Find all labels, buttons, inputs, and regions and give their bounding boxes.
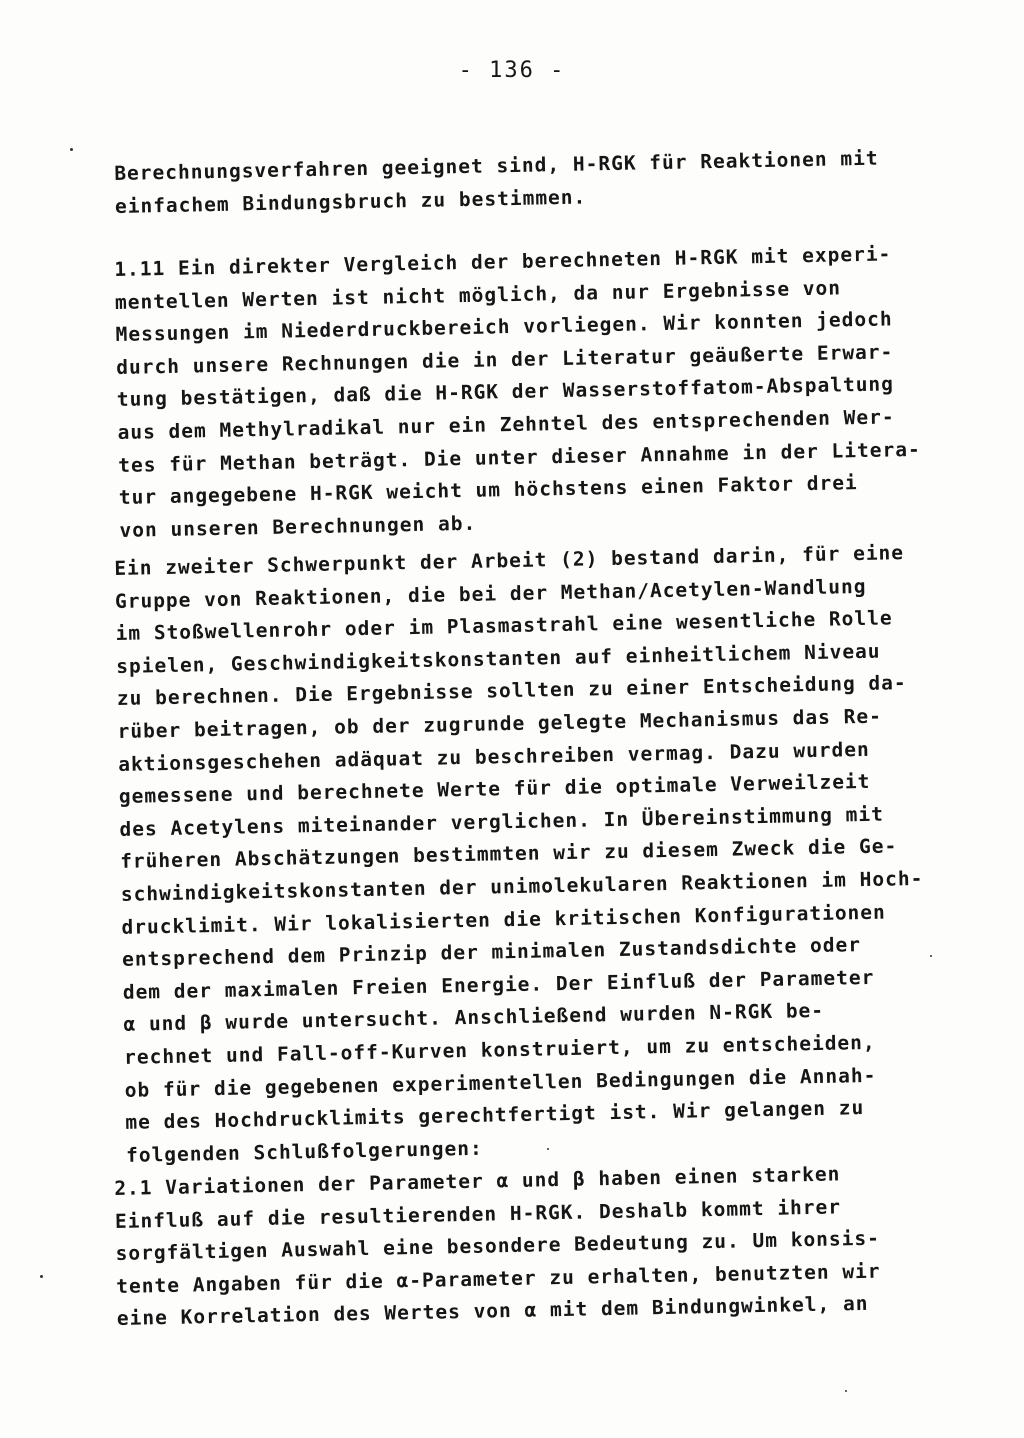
text-line: einfachem Bindungsbruch zu bestimmen. [114, 185, 587, 218]
text-line: Gruppe von Reaktionen, die bei der Methan/Acetylen-Wandlung [114, 574, 867, 613]
page-number: - 136 - [458, 58, 566, 83]
text-line: Einfluß auf die resultierenden H-RGK. Deshalb kommt ihrer [114, 1195, 842, 1233]
text-line: aktionsgeschehen adäquat zu beschreiben vermag. Dazu wurden [118, 737, 870, 776]
text-line: aus dem Methylradikal nur ein Zehntel des entsprechenden Wer- [117, 405, 895, 444]
scan-speck [547, 1148, 549, 1150]
text-line: sorgfältigen Auswahl eine besondere Bedeutung zu. Um konsis- [115, 1226, 881, 1266]
text-line: tung bestätigen, daß die H-RGK der Wasserstoffatom-Abspaltung [116, 372, 895, 412]
text-line: entsprechend dem Prinzip der minimalen Zustandsdichte oder [121, 933, 862, 972]
text-line: früheren Abschätzungen bestimmten wir zu diesem Zweck die Ge- [119, 834, 898, 874]
scan-speck [70, 148, 73, 151]
paragraph-1-11 [114, 237, 980, 548]
text-line: 1.11 Ein direkter Vergleich der berechneten H-RGK mit experi- [114, 242, 892, 281]
text-line: eine Korrelation des Wertes von α mit dem Bindungwinkel, an [116, 1292, 869, 1331]
text-line: tente Angaben für die α-Parameter zu erhalten, benutzten wir [116, 1259, 881, 1298]
text-line: Messungen im Niederdruckbereich vorliegen. Wir konnten jedoch [115, 307, 893, 347]
text-line: rüber beitragen, ob der zugrunde gelegte Mechanismus das Re- [117, 704, 883, 743]
text-line: spielen, Geschwindigkeitskonstanten auf einheitlichem Niveau [116, 639, 881, 678]
text-line: ob für die gegebenen experimentellen Bedingungen die Annah- [124, 1063, 877, 1102]
text-line: schwindigkeitskonstanten der unimolekularen Reaktionen im Hoch- [120, 866, 924, 906]
text-line: Berechnungsverfahren geeignet sind, H-RGK für Reaktionen mit [114, 146, 879, 185]
paragraph-2-1 [114, 1156, 977, 1336]
text-line: gemessene und berechnete Werte für die optimale Verweilzeit [118, 770, 871, 809]
text-line: mentellen Werten ist nicht möglich, da nur Ergebnisse von [114, 276, 842, 314]
text-line: zu berechnen. Die Ergebnisse sollten zu einer Entscheidung da- [116, 671, 907, 711]
scan-speck [40, 1275, 43, 1278]
scan-speck [845, 1390, 847, 1392]
text-line: tur angegebene H-RGK weicht um höchstens einen Faktor drei [118, 471, 858, 510]
text-line: durch unsere Rechnungen die in der Literatur geäußerte Erwar- [116, 340, 894, 379]
text-line: Ein zweiter Schwerpunkt der Arbeit (2) bestand darin, für eine [114, 541, 905, 580]
text-line: tes für Methan beträgt. Die unter dieser Annahme in der Litera- [118, 437, 921, 477]
text-line: α und β wurde untersucht. Anschließend wurden N-RGK be- [123, 999, 825, 1037]
text-line: von unseren Berechnungen ab. [119, 511, 477, 542]
scan-speck [930, 955, 932, 957]
paragraph-second-focus [114, 536, 986, 1172]
text-line: folgenden Schlußfolgerungen: [125, 1136, 483, 1167]
text-line: dem der maximalen Freien Energie. Der Einfluß der Parameter [122, 965, 875, 1004]
text-line: rechnet und Fall-off-Kurven konstruiert, um zu entscheiden, [123, 1030, 876, 1069]
paragraph-intro [114, 141, 975, 223]
text-line: des Acetylens miteinander verglichen. In Übereinstimmung mit [119, 802, 885, 841]
text-line: 2.1 Variationen der Parameter α und β haben einen starken [114, 1162, 841, 1200]
text-line: me des Hochdrucklimits gerechtfertigt ist. Wir gelangen zu [125, 1096, 865, 1134]
text-line: im Stoßwellenrohr oder im Plasmastrahl eine wesentliche Rolle [115, 606, 893, 646]
text-line: drucklimit. Wir lokalisierten die kritischen Konfigurationen [121, 900, 886, 939]
